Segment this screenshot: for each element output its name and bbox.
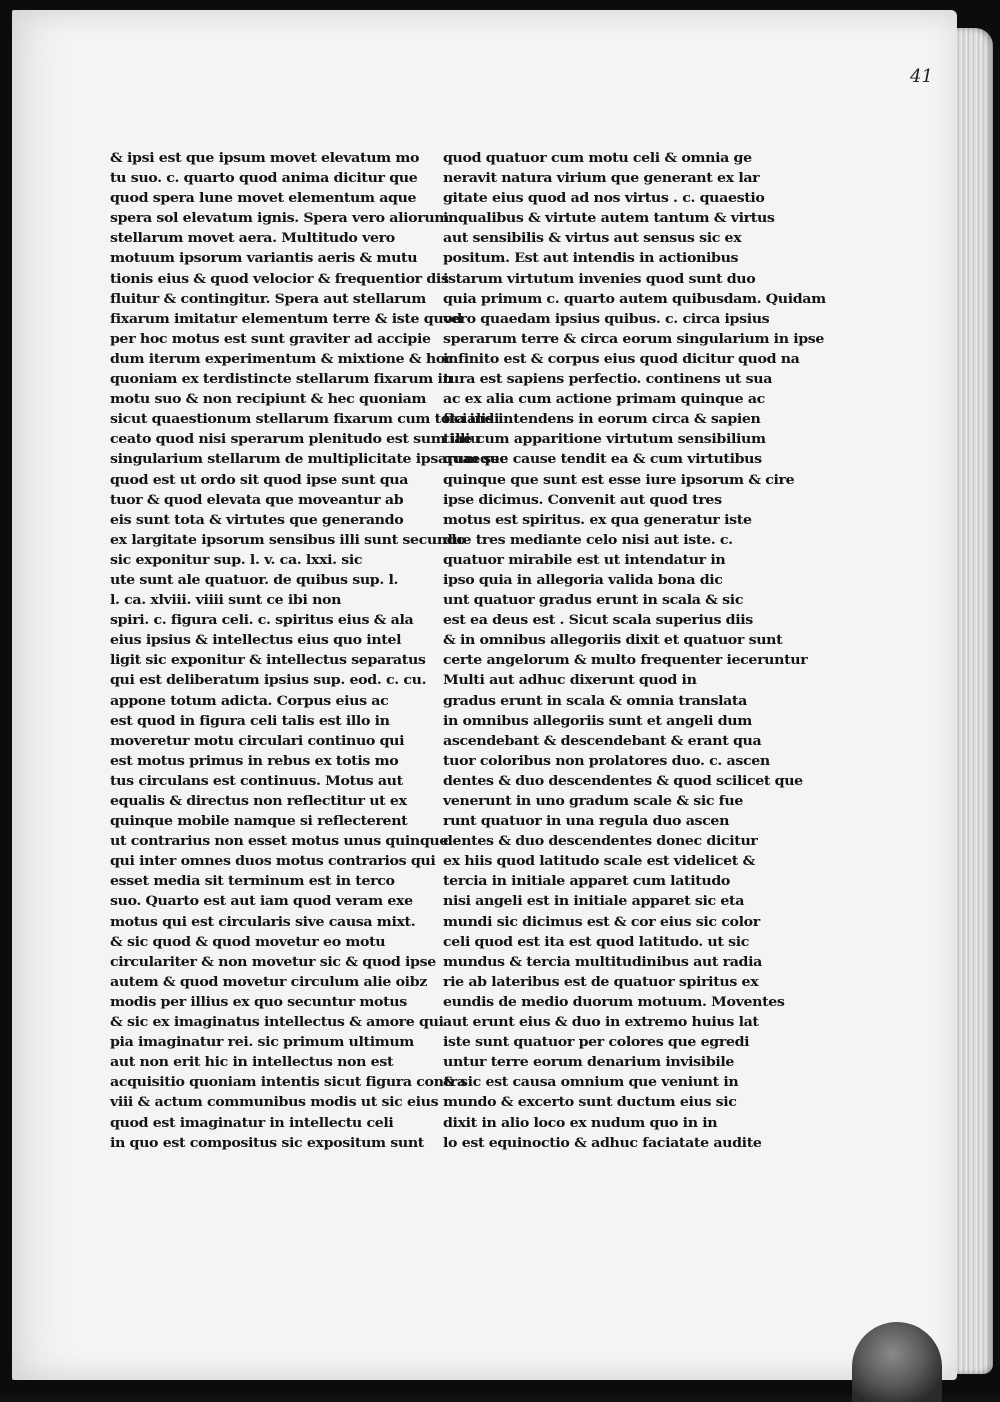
manuscript-line: tura est sapiens perfectio. continens ut sua — [443, 371, 773, 388]
manuscript-line: sperarum terre & circa eorum singularium in ipse — [443, 330, 825, 347]
manuscript-line: venerunt in uno gradum scale & sic fue — [443, 793, 744, 809]
manuscript-line: quatuor mirabile est ut intendatur in — [443, 551, 726, 568]
manuscript-line: equalis & directus non reflectitur ut ex — [110, 793, 407, 809]
manuscript-line: pia imaginatur rei. sic primum ultimum — [110, 1034, 414, 1051]
manuscript-line: ex largitate ipsorum sensibus illi sunt secundo — [110, 531, 466, 548]
manuscript-line: viii & actum communibus modis ut sic eius — [110, 1094, 439, 1111]
right-text-column — [443, 148, 826, 1153]
manuscript-line: dentes & duo descendentes donec dicitur — [443, 833, 758, 850]
manuscript-line: eis sunt tota & virtutes que generando — [110, 511, 404, 528]
manuscript-line: fixarum imitatur elementum terre & iste quod — [110, 310, 462, 327]
manuscript-line: ut contrarius non esset motus unus quinque — [110, 833, 449, 850]
manuscript-line: & in omnibus allegoriis dixit et quatuor sunt — [443, 632, 783, 649]
manuscript-line: & sic quod & quod movetur eo motu — [110, 933, 386, 950]
manuscript-line: eundis de medio duorum motuum. Moventes — [443, 993, 785, 1010]
manuscript-line: due tres mediante celo nisi aut iste. c. — [443, 531, 733, 548]
manuscript-line: tercia in initiale apparet cum latitudo — [443, 873, 731, 890]
manuscript-line: ipso quia in allegoria valida bona dic — [443, 571, 723, 588]
manuscript-line: infinito est & corpus eius quod dicitur quod na — [443, 350, 800, 367]
manuscript-line: singularium stellarum de multiplicitate ipsarum sec — [110, 451, 508, 468]
manuscript-line: Multi aut adhuc dixerunt quod in — [443, 672, 697, 689]
manuscript-line: unt quatuor gradus erunt in scala & sic — [443, 592, 744, 609]
left-text-column — [110, 148, 508, 1153]
manuscript-line: appone totum adicta. Corpus eius ac — [110, 692, 389, 709]
thumb-shadow — [852, 1322, 942, 1402]
manuscript-line: circulariter & non movetur sic & quod ipse — [110, 953, 436, 970]
manuscript-line: tiae cum apparitione virtutum sensibilium — [443, 431, 766, 448]
manuscript-line: ute sunt ale quatuor. de quibus sup. l. — [110, 571, 399, 588]
manuscript-line: suo. Quarto est aut iam quod veram exe — [110, 893, 413, 910]
manuscript-line: mundi sic dicimus est & cor eius sic color — [443, 913, 760, 930]
manuscript-line: tuor coloribus non prolatores duo. c. ascen — [443, 752, 770, 769]
manuscript-line: tuor & quod elevata que moveantur ab — [110, 491, 404, 508]
manuscript-line: eius ipsius & intellectus eius quo intel — [110, 632, 402, 649]
manuscript-line: sicut quaestionum stellarum fixarum cum tota indi — [110, 411, 500, 428]
manuscript-line: ficialis intendens in eorum circa & sapien — [443, 411, 761, 428]
manuscript-line: motus qui est circularis sive causa mixt. — [110, 913, 416, 930]
manuscript-line: dum iterum experimentum & mixtione & hoc — [110, 350, 454, 367]
manuscript-line: aut sensibilis & virtus aut sensus sic ex — [443, 230, 742, 247]
manuscript-line: quinque que sunt est esse iure ipsorum & cire — [443, 471, 795, 488]
manuscript-line: modis per illius ex quo secuntur motus — [110, 993, 407, 1010]
manuscript-line: est motus primus in rebus ex totis mo — [110, 752, 399, 769]
manuscript-line: & ipsi est que ipsum movet elevatum mo — [110, 150, 420, 166]
manuscript-line: dixit in alio loco ex nudum quo in in — [443, 1114, 718, 1131]
manuscript-line: l. ca. xlviii. viiii sunt ce ibi non — [110, 592, 342, 609]
manuscript-line: certe angelorum & multo frequenter ieceruntur — [443, 652, 808, 669]
manuscript-line: quinque mobile namque si reflecterent — [110, 813, 408, 830]
manuscript-line: qui est deliberatum ipsius sup. eod. c. cu. — [110, 672, 427, 689]
manuscript-line: mundus & tercia multitudinibus aut radia — [443, 953, 762, 970]
manuscript-line: & sic est causa omnium que veniunt in — [443, 1074, 739, 1091]
manuscript-line: inqualibus & virtute autem tantum & virtus — [443, 210, 775, 227]
manuscript-line: tus circulans est continuus. Motus aut — [110, 772, 403, 789]
manuscript-line: ex hiis quod latitudo scale est videlicet & — [443, 853, 755, 870]
manuscript-line: fluitur & contingitur. Spera aut stellarum — [110, 290, 426, 307]
manuscript-line: est quod in figura celi talis est illo in — [110, 712, 390, 729]
manuscript-line: quod quatuor cum motu celi & omnia ge — [443, 150, 752, 166]
manuscript-line: quoniam ex terdistincte stellarum fixarum in — [110, 371, 453, 388]
manuscript-line: vero quaedam ipsius quibus. c. circa ipsius — [443, 310, 770, 327]
manuscript-line: moveretur motu circulari continuo qui — [110, 732, 405, 749]
manuscript-line: ac ex alia cum actione primam quinque ac — [443, 391, 765, 408]
manuscript-line: quod est ut ordo sit quod ipse sunt qua — [110, 471, 409, 488]
manuscript-line: motus est spiritus. ex qua generatur iste — [443, 511, 752, 528]
manuscript-line: spiri. c. figura celi. c. spiritus eius & ala — [110, 612, 414, 629]
manuscript-line: nisi angeli est in initiale apparet sic eta — [443, 893, 745, 910]
manuscript-line: aut non erit hic in intellectus non est — [110, 1054, 394, 1071]
manuscript-line: ceato quod nisi sperarum plenitudo est sum illiu — [110, 431, 480, 448]
manuscript-line: neravit natura virium que generant ex lar — [443, 170, 760, 187]
manuscript-line: tu suo. c. quarto quod anima dicitur que — [110, 170, 418, 187]
manuscript-line: quaeque cause tendit ea & cum virtutibus — [443, 451, 762, 468]
manuscript-line: ipse dicimus. Convenit aut quod tres — [443, 491, 722, 508]
manuscript-line: esset media sit terminum est in terco — [110, 873, 395, 890]
manuscript-line: tionis eius & quod velocior & frequentior dis — [110, 270, 449, 287]
manuscript-line: per hoc motus est sunt graviter ad accipie — [110, 330, 431, 347]
manuscript-line: gradus erunt in scala & omnia translata — [443, 692, 747, 709]
manuscript-line: qui inter omnes duos motus contrarios qui — [110, 853, 436, 870]
manuscript-line: in omnibus allegoriis sunt et angeli dum — [443, 712, 752, 729]
manuscript-line: celi quod est ita est quod latitudo. ut sic — [443, 933, 750, 950]
folio-number: 41 — [910, 66, 933, 87]
manuscript-line: ascendebant & descendebant & erant qua — [443, 732, 762, 749]
manuscript-line: motu suo & non recipiunt & hec quoniam — [110, 391, 427, 408]
manuscript-line: acquisitio quoniam intentis sicut figura contra — [110, 1074, 466, 1091]
manuscript-line: stellarum movet aera. Multitudo vero — [110, 230, 395, 247]
manuscript-line: runt quatuor in una regula duo ascen — [443, 813, 730, 830]
manuscript-line: ligit sic exponitur & intellectus separatus — [110, 652, 426, 669]
manuscript-line: mundo & excerto sunt ductum eius sic — [443, 1094, 737, 1111]
manuscript-line: quod est imaginatur in intellectu celi — [110, 1114, 394, 1131]
manuscript-line: gitate eius quod ad nos virtus . c. quaestio — [443, 190, 765, 207]
manuscript-line: & sic ex imaginatus intellectus & amore qui — [110, 1014, 444, 1031]
manuscript-line: autem & quod movetur circulum alie oibz — [110, 973, 427, 990]
manuscript-line: untur terre eorum denarium invisibile — [443, 1054, 735, 1071]
manuscript-line: dentes & duo descendentes & quod scilicet que — [443, 772, 803, 789]
manuscript-line: iste sunt quatuor per colores que egredi — [443, 1034, 750, 1051]
manuscript-line: sic exponitur sup. l. v. ca. lxxi. sic — [110, 551, 363, 568]
manuscript-line: quia primum c. quarto autem quibusdam. Quidam — [443, 290, 826, 307]
manuscript-line: in quo est compositus sic expositum sunt — [110, 1134, 424, 1151]
manuscript-line: quod spera lune movet elementum aque — [110, 190, 417, 207]
manuscript-line: lo est equinoctio & adhuc faciatate audite — [443, 1134, 762, 1151]
manuscript-line: aut erunt eius & duo in extremo huius lat — [443, 1014, 759, 1031]
manuscript-line: est ea deus est . Sicut scala superius diis — [443, 612, 753, 629]
manuscript-line: rie ab lateribus est de quatuor spiritus ex — [443, 973, 759, 990]
manuscript-line: positum. Est aut intendis in actionibus — [443, 250, 739, 267]
manuscript-line: spera sol elevatum ignis. Spera vero aliorum . — [110, 210, 459, 227]
manuscript-line: istarum virtutum invenies quod sunt duo — [443, 270, 756, 287]
manuscript-line: motuum ipsorum variantis aeris & mutu — [110, 250, 418, 267]
